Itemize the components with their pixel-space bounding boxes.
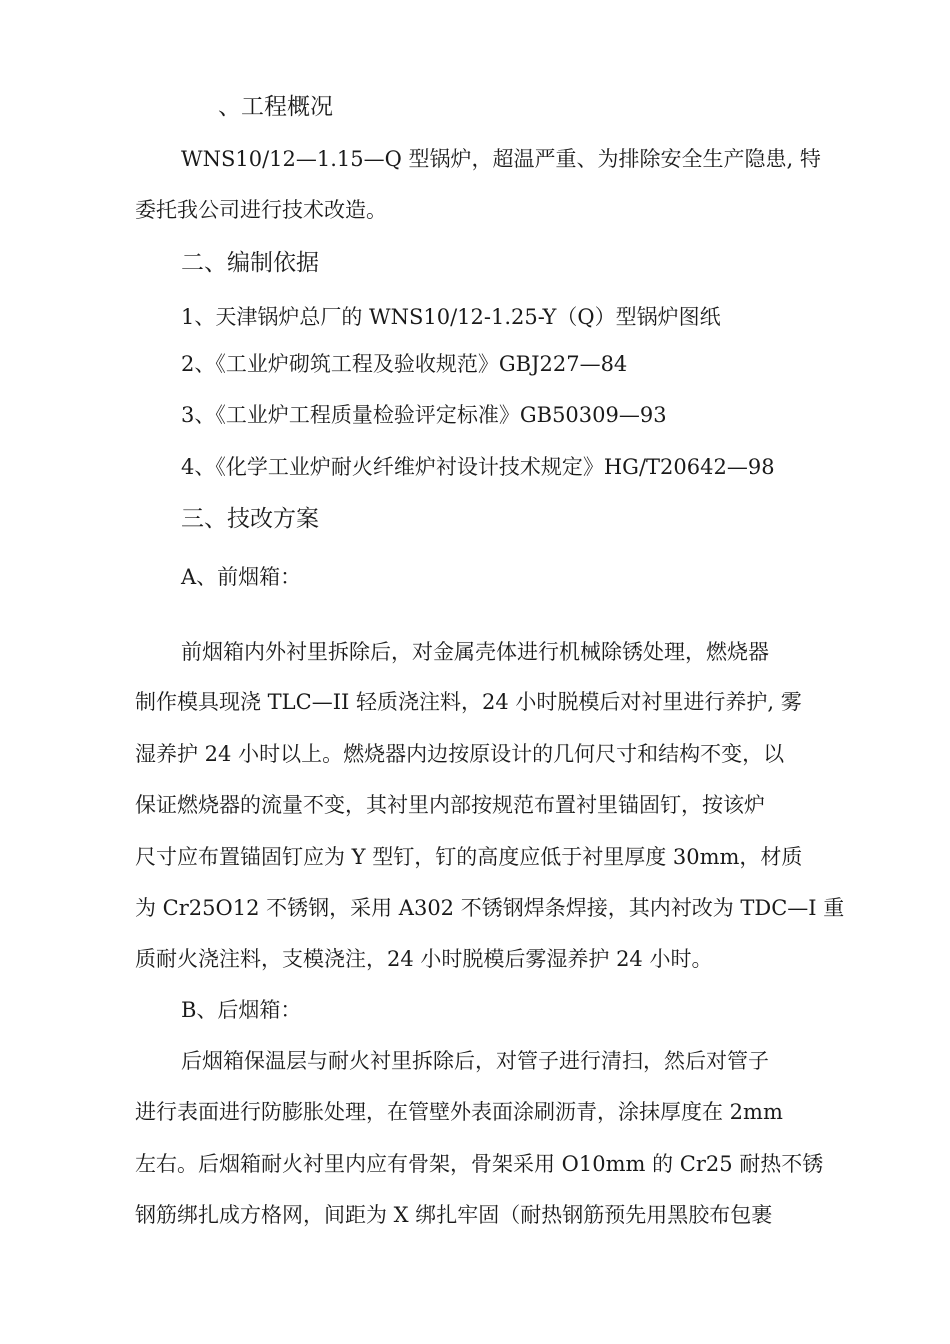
paragraph-line: 左右。后烟箱耐火衬里内应有骨架，骨架采用 O10mm 的 Cr25 耐热不锈 (135, 1152, 824, 1176)
paragraph-line: 保证燃烧器的流量不变，其衬里内部按规范布置衬里锚固钉，按该炉 (135, 793, 765, 817)
section-heading-overview: 、工程概况 (218, 94, 333, 120)
paragraph-line: 尺寸应布置锚固钉应为 Y 型钉，钉的高度应低于衬里厚度 30mm，材质 (135, 845, 803, 869)
paragraph-line: WNS10/12—1.15—Q 型锅炉，超温严重、为排除安全生产隐患, 特 (181, 147, 821, 171)
subsection-title-b: B、后烟箱： (181, 998, 302, 1022)
list-item: 2、《工业炉砌筑工程及验收规范》GBJ227—84 (181, 352, 628, 376)
paragraph-line: 制作模具现浇 TLC—II 轻质浇注料，24 小时脱模后对衬里进行养护, 雾 (135, 690, 802, 714)
paragraph-line: 质耐火浇注料，支模浇注，24 小时脱模后雾湿养护 24 小时。 (135, 947, 713, 971)
paragraph-line: 钢筋绑扎成方格网，间距为 X 绑扎牢固（耐热钢筋预先用黑胶布包裹 (135, 1203, 773, 1227)
paragraph-line: 进行表面进行防膨胀处理，在管壁外表面涂刷沥青，涂抹厚度在 2mm (135, 1100, 783, 1124)
list-item: 4、《化学工业炉耐火纤维炉衬设计技术规定》HG/T20642—98 (181, 455, 775, 479)
subsection-title-a: A、前烟箱： (181, 565, 302, 589)
paragraph-line: 后烟箱保温层与耐火衬里拆除后，对管子进行清扫，然后对管子 (181, 1049, 769, 1073)
paragraph-line: 前烟箱内外衬里拆除后，对金属壳体进行机械除锈处理，燃烧器 (181, 640, 769, 664)
section-heading-basis: 二、编制依据 (181, 250, 319, 276)
paragraph-line: 湿养护 24 小时以上。燃烧器内边按原设计的几何尺寸和结构不变，以 (135, 742, 785, 766)
list-item: 3、《工业炉工程质量检验评定标准》GB50309—93 (181, 403, 667, 427)
paragraph-line: 为 Cr25O12 不锈钢，采用 A302 不锈钢焊条焊接，其内衬改为 TDC—I 重 (135, 896, 845, 920)
paragraph-line: 委托我公司进行技术改造。 (135, 198, 387, 222)
list-item: 1、天津锅炉总厂的 WNS10/12-1.25-Y（Q）型锅炉图纸 (181, 305, 721, 329)
section-heading-plan: 三、技改方案 (181, 506, 319, 532)
